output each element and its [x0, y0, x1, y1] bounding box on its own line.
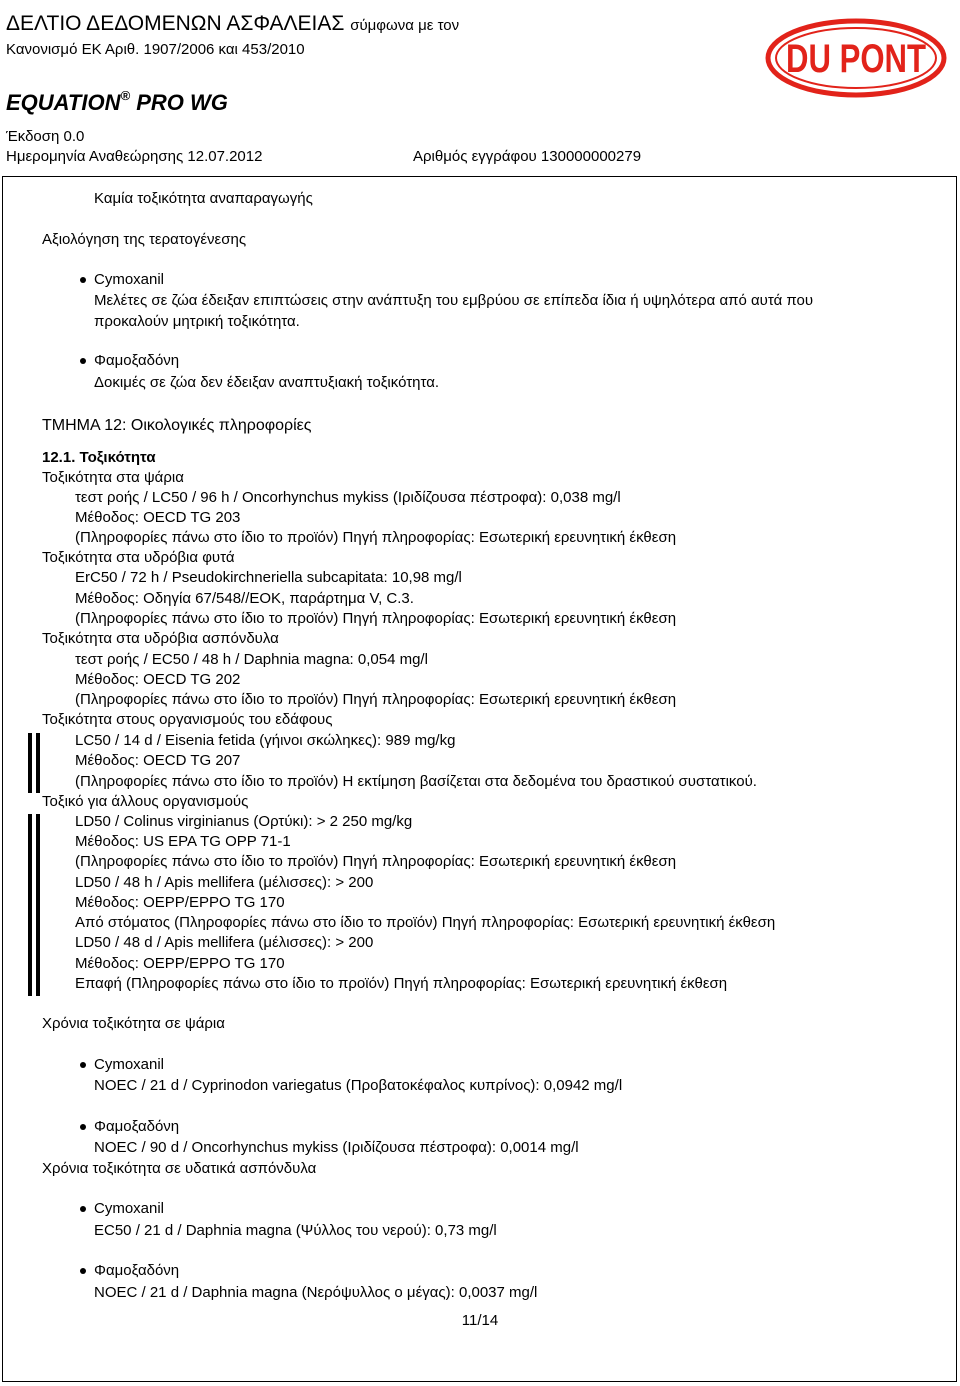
text-line: Τοξικότητα στα υδρόβια ασπόνδυλα	[42, 630, 279, 647]
bullet	[80, 1206, 86, 1212]
text-line: Cymoxanil	[94, 271, 165, 288]
text-line: Μέθοδος: Οδηγία 67/548//ΕΟΚ, παράρτημα V, C.3.	[75, 590, 414, 607]
text-line: LC50 / 14 d / Eisenia fetida (γήινοι σκώληκες): 989 mg/kg	[75, 732, 456, 749]
text-line: (Πληροφορίες πάνω στο ίδιο το προϊόν) Πηγή πληροφορίας: Εσωτερική ερευνητική έκθεση	[75, 853, 677, 870]
text-line: Χρόνια τοξικότητα σε υδατικά ασπόνδυλα	[42, 1160, 317, 1177]
text-line: Cymoxanil	[94, 1200, 165, 1217]
text-line: (Πληροφορίες πάνω στο ίδιο το προϊόν) Πηγή πληροφορίας: Εσωτερική ερευνητική έκθεση	[75, 691, 677, 708]
text-line: Μέθοδος: US EPA TG OPP 71-1	[75, 833, 291, 850]
text-line: τεστ ροής / LC50 / 96 h / Oncorhynchus mykiss (Ιριδίζουσα πέστροφα): 0,038 mg/l	[75, 489, 621, 506]
text-line: Μέθοδος: OECD TG 203	[75, 509, 241, 526]
text-line: LD50 / Colinus virginianus (Ορτύκι): > 2 250 mg/kg	[75, 813, 413, 830]
section-heading: ΤΜΗΜΑ 12: Οικολογικές πληροφορίες	[42, 417, 312, 434]
text-line: Δοκιμές σε ζώα δεν έδειξαν αναπτυξιακή τοξικότητα.	[94, 374, 440, 391]
text-line: EC50 / 21 d / Daphnia magna (Ψύλλος του νερού): 0,73 mg/l	[94, 1222, 497, 1239]
text-line: Μέθοδος: OEPP/EPPO TG 170	[75, 955, 285, 972]
version: Έκδοση 0.0	[6, 128, 85, 145]
text-line: Καμία τοξικότητα αναπαραγωγής	[94, 190, 313, 207]
text-line: Μελέτες σε ζώα έδειξαν επιπτώσεις στην ανάπτυξη του εμβρύου σε επίπεδα ίδια ή υψηλότερα από αυτά που	[94, 292, 814, 309]
page-number: 11/14	[461, 1312, 499, 1329]
change-bar	[28, 814, 32, 996]
bullet	[80, 1062, 86, 1068]
text-line: Cymoxanil	[94, 1056, 165, 1073]
document-number: Αριθμός εγγράφου 130000000279	[413, 148, 642, 165]
text-line: Φαμοξαδόνη	[94, 1118, 180, 1135]
bullet	[80, 1124, 86, 1130]
text-line: προκαλούν μητρική τοξικότητα.	[94, 313, 300, 330]
bullet	[80, 1268, 86, 1274]
text-line: Μέθοδος: OECD TG 207	[75, 752, 241, 769]
text-line: Τοξικότητα στα ψάρια	[42, 469, 184, 486]
text-line: Φαμοξαδόνη	[94, 352, 180, 369]
text-line: ErC50 / 72 h / Pseudokirchneriella subcapitata: 10,98 mg/l	[75, 569, 462, 586]
text-line: Μέθοδος: OEPP/EPPO TG 170	[75, 894, 285, 911]
text-line: NOEC / 21 d / Cyprinodon variegatus (Προβατοκέφαλος κυπρίνος): 0,0942 mg/l	[94, 1077, 623, 1094]
text-line: Επαφή (Πληροφορίες πάνω στο ίδιο το προϊόν) Πηγή πληροφορίας: Εσωτερική ερευνητική έκθεση	[75, 975, 728, 992]
text-line: Από στόματος (Πληροφορίες πάνω στο ίδιο το προϊόν) Πηγή πληροφορίας: Εσωτερική ερευνητική έκθεση	[75, 914, 776, 931]
text-line: τεστ ροής / EC50 / 48 h / Daphnia magna: 0,054 mg/l	[75, 651, 428, 668]
text-line: NOEC / 21 d / Daphnia magna (Νερόψυλλος ο μέγας): 0,0037 mg/l	[94, 1284, 538, 1301]
dupont-logo	[765, 18, 947, 98]
text-line: Τοξικότητα στα υδρόβια φυτά	[42, 549, 235, 566]
bullet	[80, 358, 86, 364]
text-line: Τοξικότητα στους οργανισμούς του εδάφους	[42, 711, 333, 728]
change-bar	[28, 733, 32, 793]
text-line: LD50 / 48 h / Apis mellifera (μέλισσες): > 200	[75, 874, 374, 891]
subsection-heading: 12.1. Τοξικότητα	[42, 449, 156, 466]
bullet	[80, 277, 86, 283]
text-line: NOEC / 90 d / Oncorhynchus mykiss (Ιριδίζουσα πέστροφα): 0,0014 mg/l	[94, 1139, 579, 1156]
text-line: (Πληροφορίες πάνω στο ίδιο το προϊόν) Πηγή πληροφορίας: Εσωτερική ερευνητική έκθεση	[75, 529, 677, 546]
text-line: LD50 / 48 d / Apis mellifera (μέλισσες): > 200	[75, 934, 374, 951]
change-bar	[36, 733, 40, 793]
text-line: Φαμοξαδόνη	[94, 1262, 180, 1279]
regulation-reference: Κανονισμό ΕΚ Αριθ. 1907/2006 και 453/2010	[6, 41, 305, 58]
document-title: ΔΕΛΤΙΟ ΔΕΔΟΜΕΝΩΝ ΑΣΦΑΛΕΙΑΣ σύμφωνα με τον	[6, 12, 460, 35]
revision-date: Ημερομηνία Αναθεώρησης 12.07.2012	[6, 148, 263, 165]
text-line: (Πληροφορίες πάνω στο ίδιο το προϊόν) Η εκτίμηση βασίζεται στα δεδομένα του δραστικού συστατικού.	[75, 773, 757, 790]
logo-text: DU PONT	[786, 37, 926, 81]
text-line: Αξιολόγηση της τερατογένεσης	[42, 231, 247, 248]
change-bar	[36, 814, 40, 996]
text-line: Τοξικό για άλλους οργανισμούς	[42, 793, 249, 810]
product-name: EQUATION® PRO WG	[6, 88, 228, 115]
text-line: Χρόνια τοξικότητα σε ψάρια	[42, 1015, 225, 1032]
text-line: (Πληροφορίες πάνω στο ίδιο το προϊόν) Πηγή πληροφορίας: Εσωτερική ερευνητική έκθεση	[75, 610, 677, 627]
text-line: Μέθοδος: OECD TG 202	[75, 671, 241, 688]
